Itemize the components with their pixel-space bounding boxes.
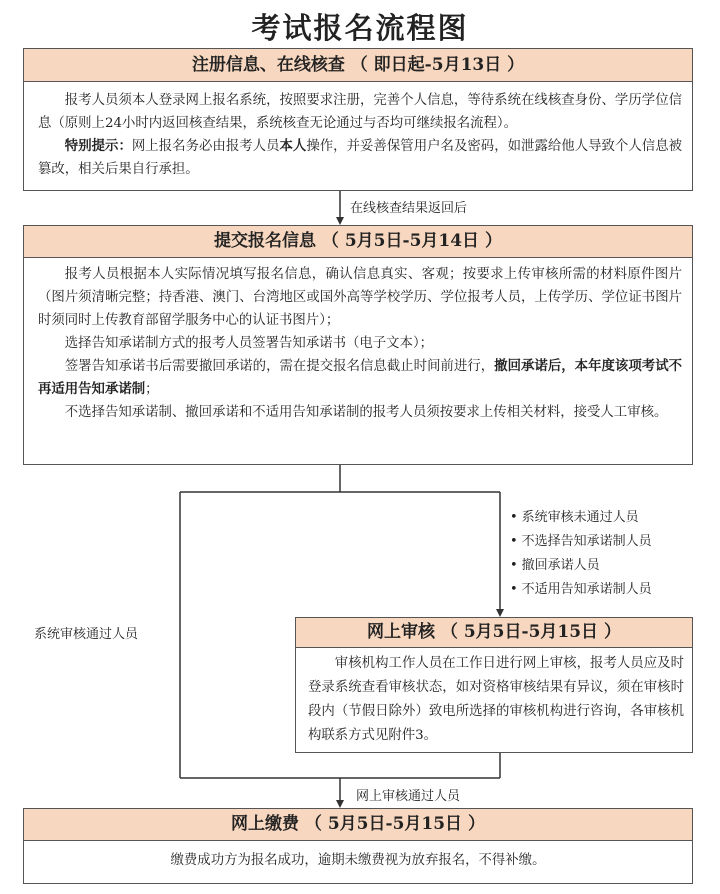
withdraw-text: 签署告知承诺书后需要撤回承诺的，需在提交报名信息截止时间前进行， xyxy=(64,359,495,374)
step-register-text: 报考人员须本人登录网上报名系统，按照要求注册，完善个人信息，等待系统在线核查身份、学历学位信息（原则上24小时内返回核查结果，系统核查无论通过与否均可继续报名流程）。 xyxy=(38,93,682,131)
withdraw-end: ； xyxy=(145,382,159,397)
step-submit-text-2: 选择告知承诺制方式的报考人员签署告知承诺书（电子文本）； xyxy=(64,336,434,351)
step-payment-header: 网上缴费 （ 5月5日-5月15日 ） xyxy=(24,809,692,841)
step-submit-header: 提交报名信息 （ 5月5日-5月14日 ） xyxy=(24,226,692,258)
left-branch-label: 系统审核通过人员 xyxy=(34,627,139,642)
page-title: 考试报名流程图 xyxy=(251,11,469,45)
right-branch-item: • 不适用告知承诺制人员 xyxy=(510,578,652,602)
arrow3-label: 网上审核通过人员 xyxy=(356,789,461,804)
step-payment-text: 缴费成功方为报名成功，逾期未缴费视为放弃报名，不得补缴。 xyxy=(170,853,546,868)
right-branch-list xyxy=(510,506,652,602)
right-branch-item: • 系统审核未通过人员 xyxy=(510,506,652,530)
notice-label: 特别提示： xyxy=(64,138,132,154)
notice-text-a: 网上报名务必由报考人员 xyxy=(131,139,280,154)
arrow1-label: 在线核查结果返回后 xyxy=(350,201,468,216)
right-branch-item: • 撤回承诺人员 xyxy=(510,554,652,578)
notice-text-b: 操作，并妥善保管用户名及密码，如泄露给他人导致个人信息被篡改，相关后果自行承担。 xyxy=(38,139,683,177)
notice-emphasis: 本人 xyxy=(279,138,307,154)
step-review-text: 审核机构工作人员在工作日进行网上审核，报考人员应及时登录系统查看审核状态，如对资格审核结果有异议，须在审核时段内（节假日除外）致电所选择的审核机构进行咨询，各审核机构联系方式见附件3。 xyxy=(308,656,684,743)
right-branch-item: • 不选择告知承诺制人员 xyxy=(510,530,652,554)
step-register-header: 注册信息、在线核查 （ 即日起-5月13日 ） xyxy=(24,49,692,82)
withdraw-emphasis: 撤回承诺后，本年度该项考试不再适用告知承诺制 xyxy=(38,358,682,397)
step-review-header: 网上审核 （ 5月5日-5月15日 ） xyxy=(296,618,692,648)
step-submit-text-4: 不选择告知承诺制、撤回承诺和不适用告知承诺制的报考人员须按要求上传相关材料，接受人工审核。 xyxy=(64,405,668,420)
step-submit-text-1: 报考人员根据本人实际情况填写报名信息，确认信息真实、客观；按要求上传审核所需的材料原件图片（图片须清晰完整；持香港、澳门、台湾地区或国外高等学校学历、学位报考人员，上传学历、学位证书图片时须同时上传教育部留学服务中心的认证书图片）； xyxy=(38,267,682,328)
